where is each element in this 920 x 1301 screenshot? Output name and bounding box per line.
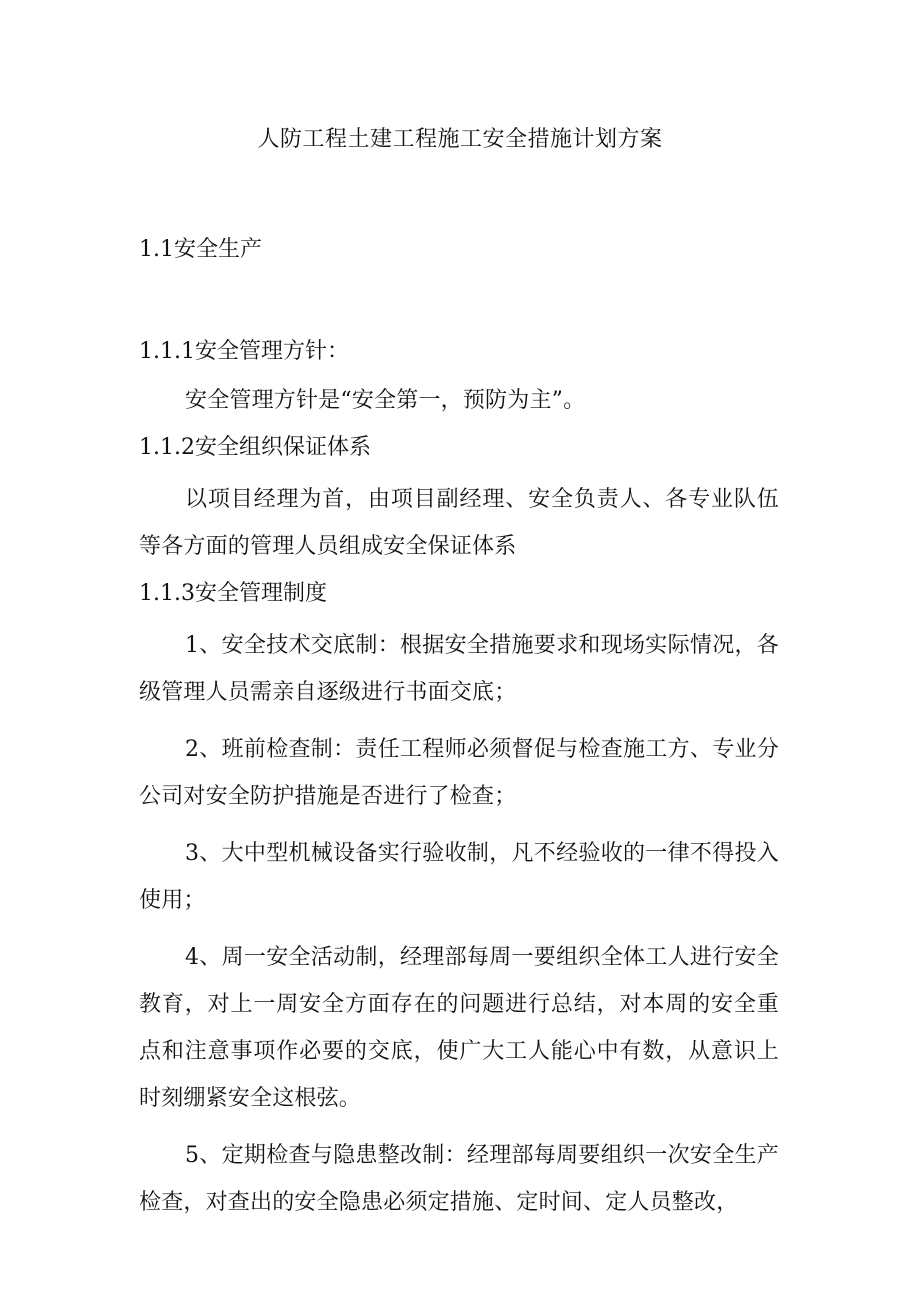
section-text-1-1-2: 以项目经理为首，由项目副经理、安全负责人、各专业队伍等各方面的管理人员组成安全保证体系 <box>139 487 779 559</box>
section-heading-1-1-1: 1.1.1安全管理方针： <box>139 339 349 364</box>
list-item: 2、班前检查制：责任工程师必须督促与检查施工方、专业分公司对安全防护措施是否进行了检查； <box>139 737 779 809</box>
list-item: 5、定期检查与隐患整改制：经理部每周要组织一次安全生产检查，对查出的安全隐患必须定措施、定时间、定人员整改， <box>139 1143 779 1215</box>
section-heading-1-1: 1.1安全生产 <box>139 237 262 262</box>
list-item: 3、大中型机械设备实行验收制，凡不经验收的一律不得投入使用； <box>139 841 779 913</box>
section-heading-1-1-3: 1.1.3安全管理制度 <box>139 581 327 606</box>
document-body <box>139 230 779 1226</box>
section-text-1-1-1: 安全管理方针是“安全第一，预防为主”。 <box>185 388 586 413</box>
document-title: 人防工程土建工程施工安全措施计划方案 <box>257 127 663 152</box>
section-heading-1-1-2: 1.1.2安全组织保证体系 <box>139 435 371 460</box>
list-item: 4、周一安全活动制，经理部每周一要组织全体工人进行安全教育，对上一周安全方面存在的问题进行总结，对本周的安全重点和注意事项作必要的交底，使广大工人能心中有数，从意识上时刻绷紧安全这根弦。 <box>139 945 779 1111</box>
list-item: 1、安全技术交底制：根据安全措施要求和现场实际情况，各级管理人员需亲自逐级进行书面交底； <box>139 633 779 705</box>
